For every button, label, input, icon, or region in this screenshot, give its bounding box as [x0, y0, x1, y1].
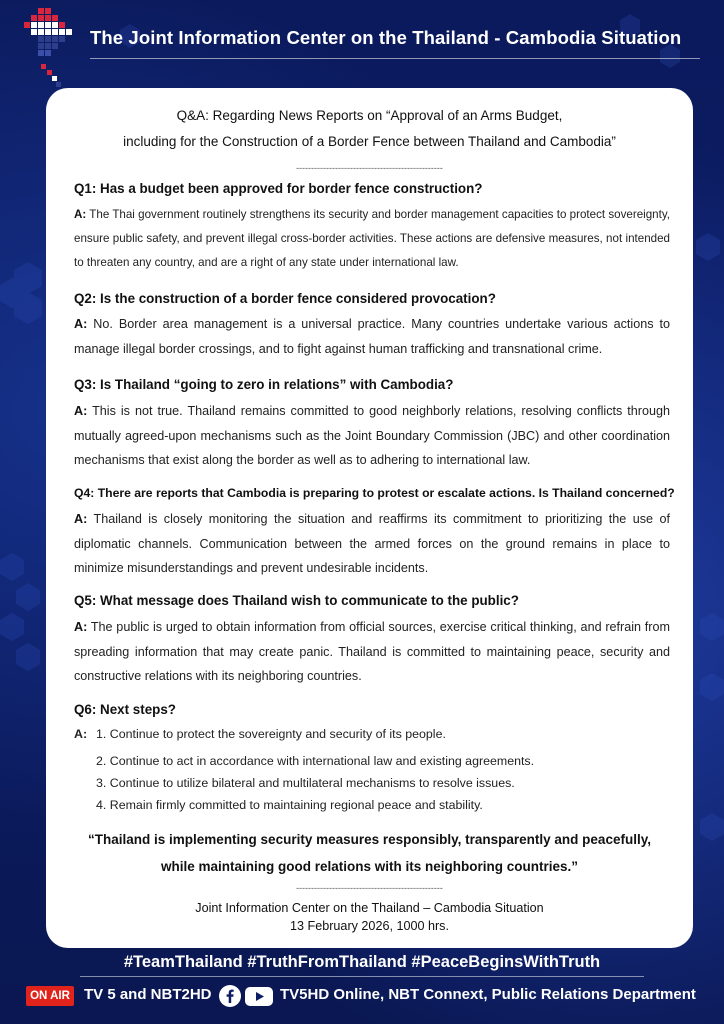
online-platforms: TV5HD Online, NBT Connext, Public Relations Department — [280, 986, 696, 1003]
next-step-1: 1. Continue to protect the sovereignty and security of its people. — [96, 727, 446, 741]
header-divider — [90, 58, 700, 59]
on-air-badge: ON AIR — [26, 986, 74, 1006]
next-step-3: 3. Continue to utilize bilateral and multilateral mechanisms to resolve issues. — [96, 776, 515, 790]
closing-quote-line1: “Thailand is implementing security measures responsibly, transparently and peacefully, — [88, 832, 651, 847]
answer-6-prefix: A: — [74, 727, 88, 741]
thai-map-logo — [14, 4, 76, 94]
answer-prefix: A: — [74, 208, 87, 221]
answer-3-text: This is not true. Thailand remains committed to good neighborly relations, resolving conflicts through mutually agreed-upon mechanisms such as the Joint Boundary Commission (JBC) and other coordination mechanisms that exist along the border as well as to adhering to international law. — [74, 404, 670, 467]
signature-separator: ------------------------------------------------- — [296, 883, 443, 893]
answer-prefix: A: — [74, 512, 88, 526]
question-2: Q2: Is the construction of a border fence considered provocation? — [74, 291, 496, 306]
answer-5 — [74, 615, 670, 689]
hashtags: #TeamThailand #TruthFromThailand #PeaceBeginsWithTruth — [123, 953, 601, 971]
question-6: Q6: Next steps? — [74, 702, 176, 717]
answer-prefix: A: — [74, 620, 88, 634]
release-date: 13 February 2026, 1000 hrs. — [290, 919, 449, 933]
answer-4 — [74, 507, 670, 581]
document-title-line1: Q&A: Regarding News Reports on “Approval of an Arms Budget, — [176, 108, 563, 123]
question-3: Q3: Is Thailand “going to zero in relations” with Cambodia? — [74, 377, 454, 392]
next-step-4: 4. Remain firmly committed to maintaining regional peace and stability. — [96, 798, 483, 812]
next-step-2: 2. Continue to act in accordance with international law and existing agreements. — [96, 754, 535, 768]
question-1: Q1: Has a budget been approved for border fence construction? — [74, 181, 483, 196]
answer-5-text: The public is urged to obtain information from official sources, exercise critical thinking, and refrain from spreading information that may create panic. Thailand is committed to maintaining peace, security and constructive relations with its neighboring countries. — [74, 620, 670, 683]
closing-quote-line2: while maintaining good relations with its neighboring countries.” — [160, 859, 579, 874]
document-title-line2: including for the Construction of a Border Fence between Thailand and Cambodia” — [123, 134, 616, 149]
header-title: The Joint Information Center on the Thailand - Cambodia Situation — [90, 27, 682, 48]
answer-1 — [74, 203, 670, 275]
answer-3 — [74, 399, 670, 473]
document-card — [46, 88, 693, 948]
answer-prefix: A: — [74, 404, 88, 418]
answer-4-text: Thailand is closely monitoring the situation and reaffirms its commitment to prioritizing the use of diplomatic channels. Communication between the armed forces on the ground remains in place to minimize misunderstandings and prevent undesirable incidents. — [74, 512, 670, 575]
facebook-icon[interactable] — [219, 985, 241, 1007]
answer-2-text: No. Border area management is a universal practice. Many countries undertake various actions to manage illegal border crossings, and to fight against human trafficking and transnational crime. — [74, 317, 671, 356]
answer-1-text: The Thai government routinely strengthens its security and border management capacities to protect sovereignty, ensure public safety, and prevent illegal cross-border activities. These actions are defensive measures, not intended to threaten any country, and are a right of any state under international law. — [74, 208, 670, 269]
broadcast-channels: TV 5 and NBT2HD — [84, 986, 212, 1003]
answer-2 — [74, 312, 670, 361]
answer-prefix: A: — [74, 317, 88, 331]
question-4: Q4: There are reports that Cambodia is preparing to protest or escalate actions. Is Thailand concerned? — [74, 486, 675, 500]
signature: Joint Information Center on the Thailand – Cambodia Situation — [195, 901, 544, 915]
youtube-icon[interactable] — [245, 987, 273, 1006]
title-separator: ------------------------------------------------- — [296, 163, 443, 173]
footer-divider — [80, 976, 644, 977]
question-5: Q5: What message does Thailand wish to communicate to the public? — [74, 593, 519, 608]
